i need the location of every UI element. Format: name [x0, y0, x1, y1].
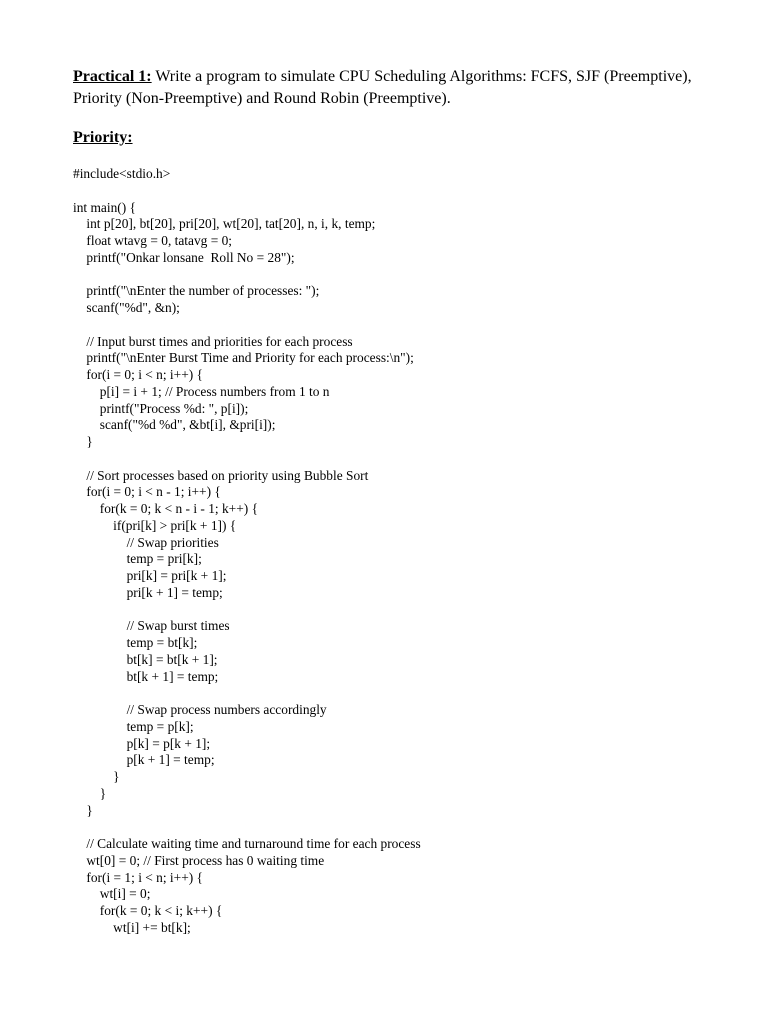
- code-line: [73, 685, 421, 702]
- code-line: int main() {: [73, 199, 136, 215]
- code-line: for(i = 1; i < n; i++) {: [73, 869, 203, 885]
- code-line: // Swap process numbers accordingly: [73, 702, 327, 717]
- code-line: int p[20], bt[20], pri[20], wt[20], tat[20], n, i, k, temp;: [73, 216, 376, 232]
- code-line: printf("Onkar lonsane Roll No = 28");: [73, 249, 295, 265]
- code-line: // Swap burst times: [73, 618, 230, 634]
- code-line: pri[k] = pri[k + 1];: [73, 568, 227, 583]
- section-title: Priority:: [73, 129, 133, 146]
- code-line: // Swap priorities: [73, 534, 219, 550]
- code-line: temp = pri[k];: [73, 551, 202, 567]
- code-line: scanf("%d %d", &bt[i], &pri[i]);: [73, 417, 276, 433]
- code-line: bt[k] = bt[k + 1];: [73, 651, 218, 667]
- code-listing: [73, 166, 421, 937]
- code-line: for(i = 0; i < n - 1; i++) {: [73, 484, 221, 500]
- code-line: [73, 819, 421, 836]
- code-line: printf("\nEnter Burst Time and Priority for each process:\n");: [73, 350, 414, 366]
- code-line: pri[k + 1] = temp;: [73, 584, 223, 600]
- code-line: if(pri[k] > pri[k + 1]) {: [73, 517, 237, 533]
- code-line: for(i = 0; i < n; i++) {: [73, 367, 203, 382]
- code-line: printf("Process %d: ", p[i]);: [73, 400, 249, 416]
- code-line: [73, 317, 421, 334]
- code-line: temp = p[k];: [73, 718, 194, 734]
- code-line: }: [73, 785, 107, 801]
- code-line: for(k = 0; k < n - i - 1; k++) {: [73, 501, 259, 516]
- practical-heading: [73, 66, 713, 110]
- code-line: [73, 183, 421, 200]
- code-line: wt[i] = 0;: [73, 886, 151, 902]
- code-line: [73, 267, 421, 284]
- practical-label: Practical 1:: [73, 68, 152, 85]
- code-line: temp = bt[k];: [73, 635, 198, 650]
- code-line: bt[k + 1] = temp;: [73, 668, 219, 684]
- code-line: [73, 602, 421, 619]
- practical-description: Write a program to simulate CPU Scheduling Algorithms: FCFS, SJF (Preemptive), Priority (Non-Preemptive) and Round Robin (Preemptive).: [73, 68, 692, 107]
- code-line: #include<stdio.h>: [73, 166, 171, 181]
- code-line: scanf("%d", &n);: [73, 300, 180, 315]
- code-line: }: [73, 434, 93, 449]
- code-line: }: [73, 802, 93, 818]
- code-line: // Calculate waiting time and turnaround time for each process: [73, 836, 421, 851]
- code-line: p[i] = i + 1; // Process numbers from 1 to n: [73, 383, 330, 399]
- code-line: p[k + 1] = temp;: [73, 752, 215, 768]
- code-line: wt[i] += bt[k];: [73, 919, 191, 935]
- code-line: printf("\nEnter the number of processes: ");: [73, 283, 320, 299]
- code-line: [73, 451, 421, 468]
- code-line: for(k = 0; k < i; k++) {: [73, 903, 223, 918]
- code-line: float wtavg = 0, tatavg = 0;: [73, 233, 233, 248]
- code-line: // Sort processes based on priority using Bubble Sort: [73, 467, 369, 483]
- code-line: p[k] = p[k + 1];: [73, 735, 211, 751]
- code-line: wt[0] = 0; // First process has 0 waiting time: [73, 852, 325, 868]
- code-line: }: [73, 769, 120, 784]
- code-line: // Input burst times and priorities for each process: [73, 333, 353, 349]
